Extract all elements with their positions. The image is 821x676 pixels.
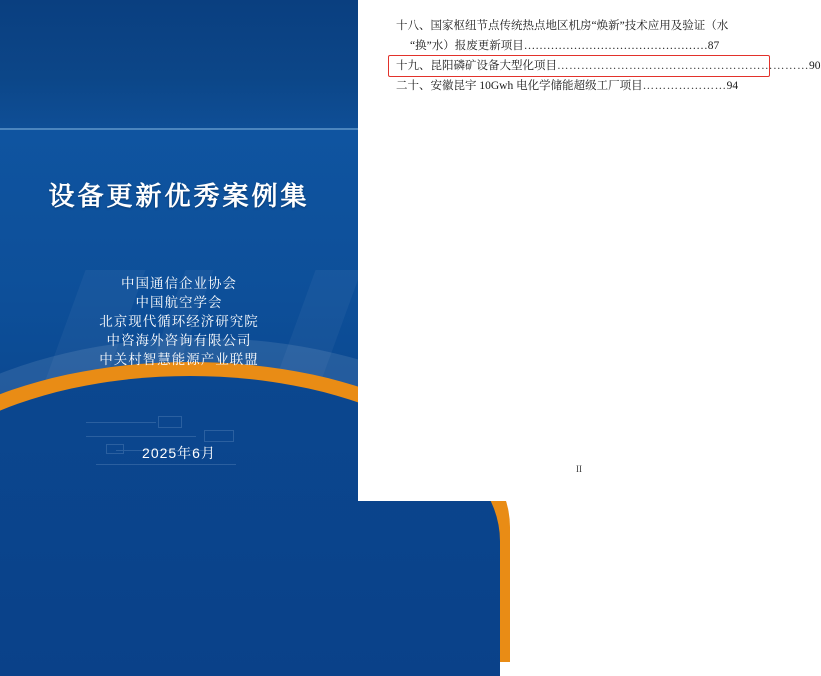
- book-cover-page: [0, 0, 358, 501]
- cover-organization-item: 中国航空学会: [135, 295, 223, 310]
- cover-organization-item: 中国通信企业协会: [121, 276, 237, 291]
- cover-organization-item: 中咨海外咨询有限公司: [106, 333, 252, 348]
- toc-leader-dots: ………………………………………………………: [557, 60, 809, 72]
- toc-entry-highlighted[interactable]: [396, 56, 821, 76]
- toc-leader-dots: …………………: [642, 80, 727, 92]
- toc-entry[interactable]: [396, 16, 766, 36]
- toc-leader-dots: …………………………………………: [523, 40, 708, 52]
- cover-title: 设备更新优秀案例集: [48, 181, 310, 211]
- toc-list: [396, 16, 821, 96]
- toc-entry-text: 十九、昆阳磷矿设备大型化项目: [396, 60, 557, 72]
- cover-organizations: [0, 274, 358, 369]
- toc-page-number: 94: [726, 80, 739, 92]
- toc-entry-text: 十八、国家枢纽节点传统热点地区机房“焕新”技术应用及验证（水: [396, 20, 729, 32]
- toc-entry-text-continued: “换”水）报废更新项目: [410, 40, 524, 52]
- cover-organization-item: 中关村智慧能源产业联盟: [99, 352, 259, 367]
- toc-entry[interactable]: [396, 76, 766, 96]
- cover-top-band: [0, 0, 358, 128]
- toc-page: [358, 0, 821, 501]
- toc-entry-text: 二十、安徽昆宇 10Gwh 电化学储能超级工厂项目: [396, 80, 643, 92]
- page-footer-number: II: [576, 464, 582, 474]
- cover-date: 2025年6月: [142, 445, 216, 461]
- toc-page-number: 87: [707, 40, 720, 52]
- toc-page-number: 90: [809, 60, 821, 72]
- cover-organization-item: 北京现代循环经济研究院: [99, 314, 259, 329]
- toc-entry-continuation[interactable]: [396, 36, 766, 56]
